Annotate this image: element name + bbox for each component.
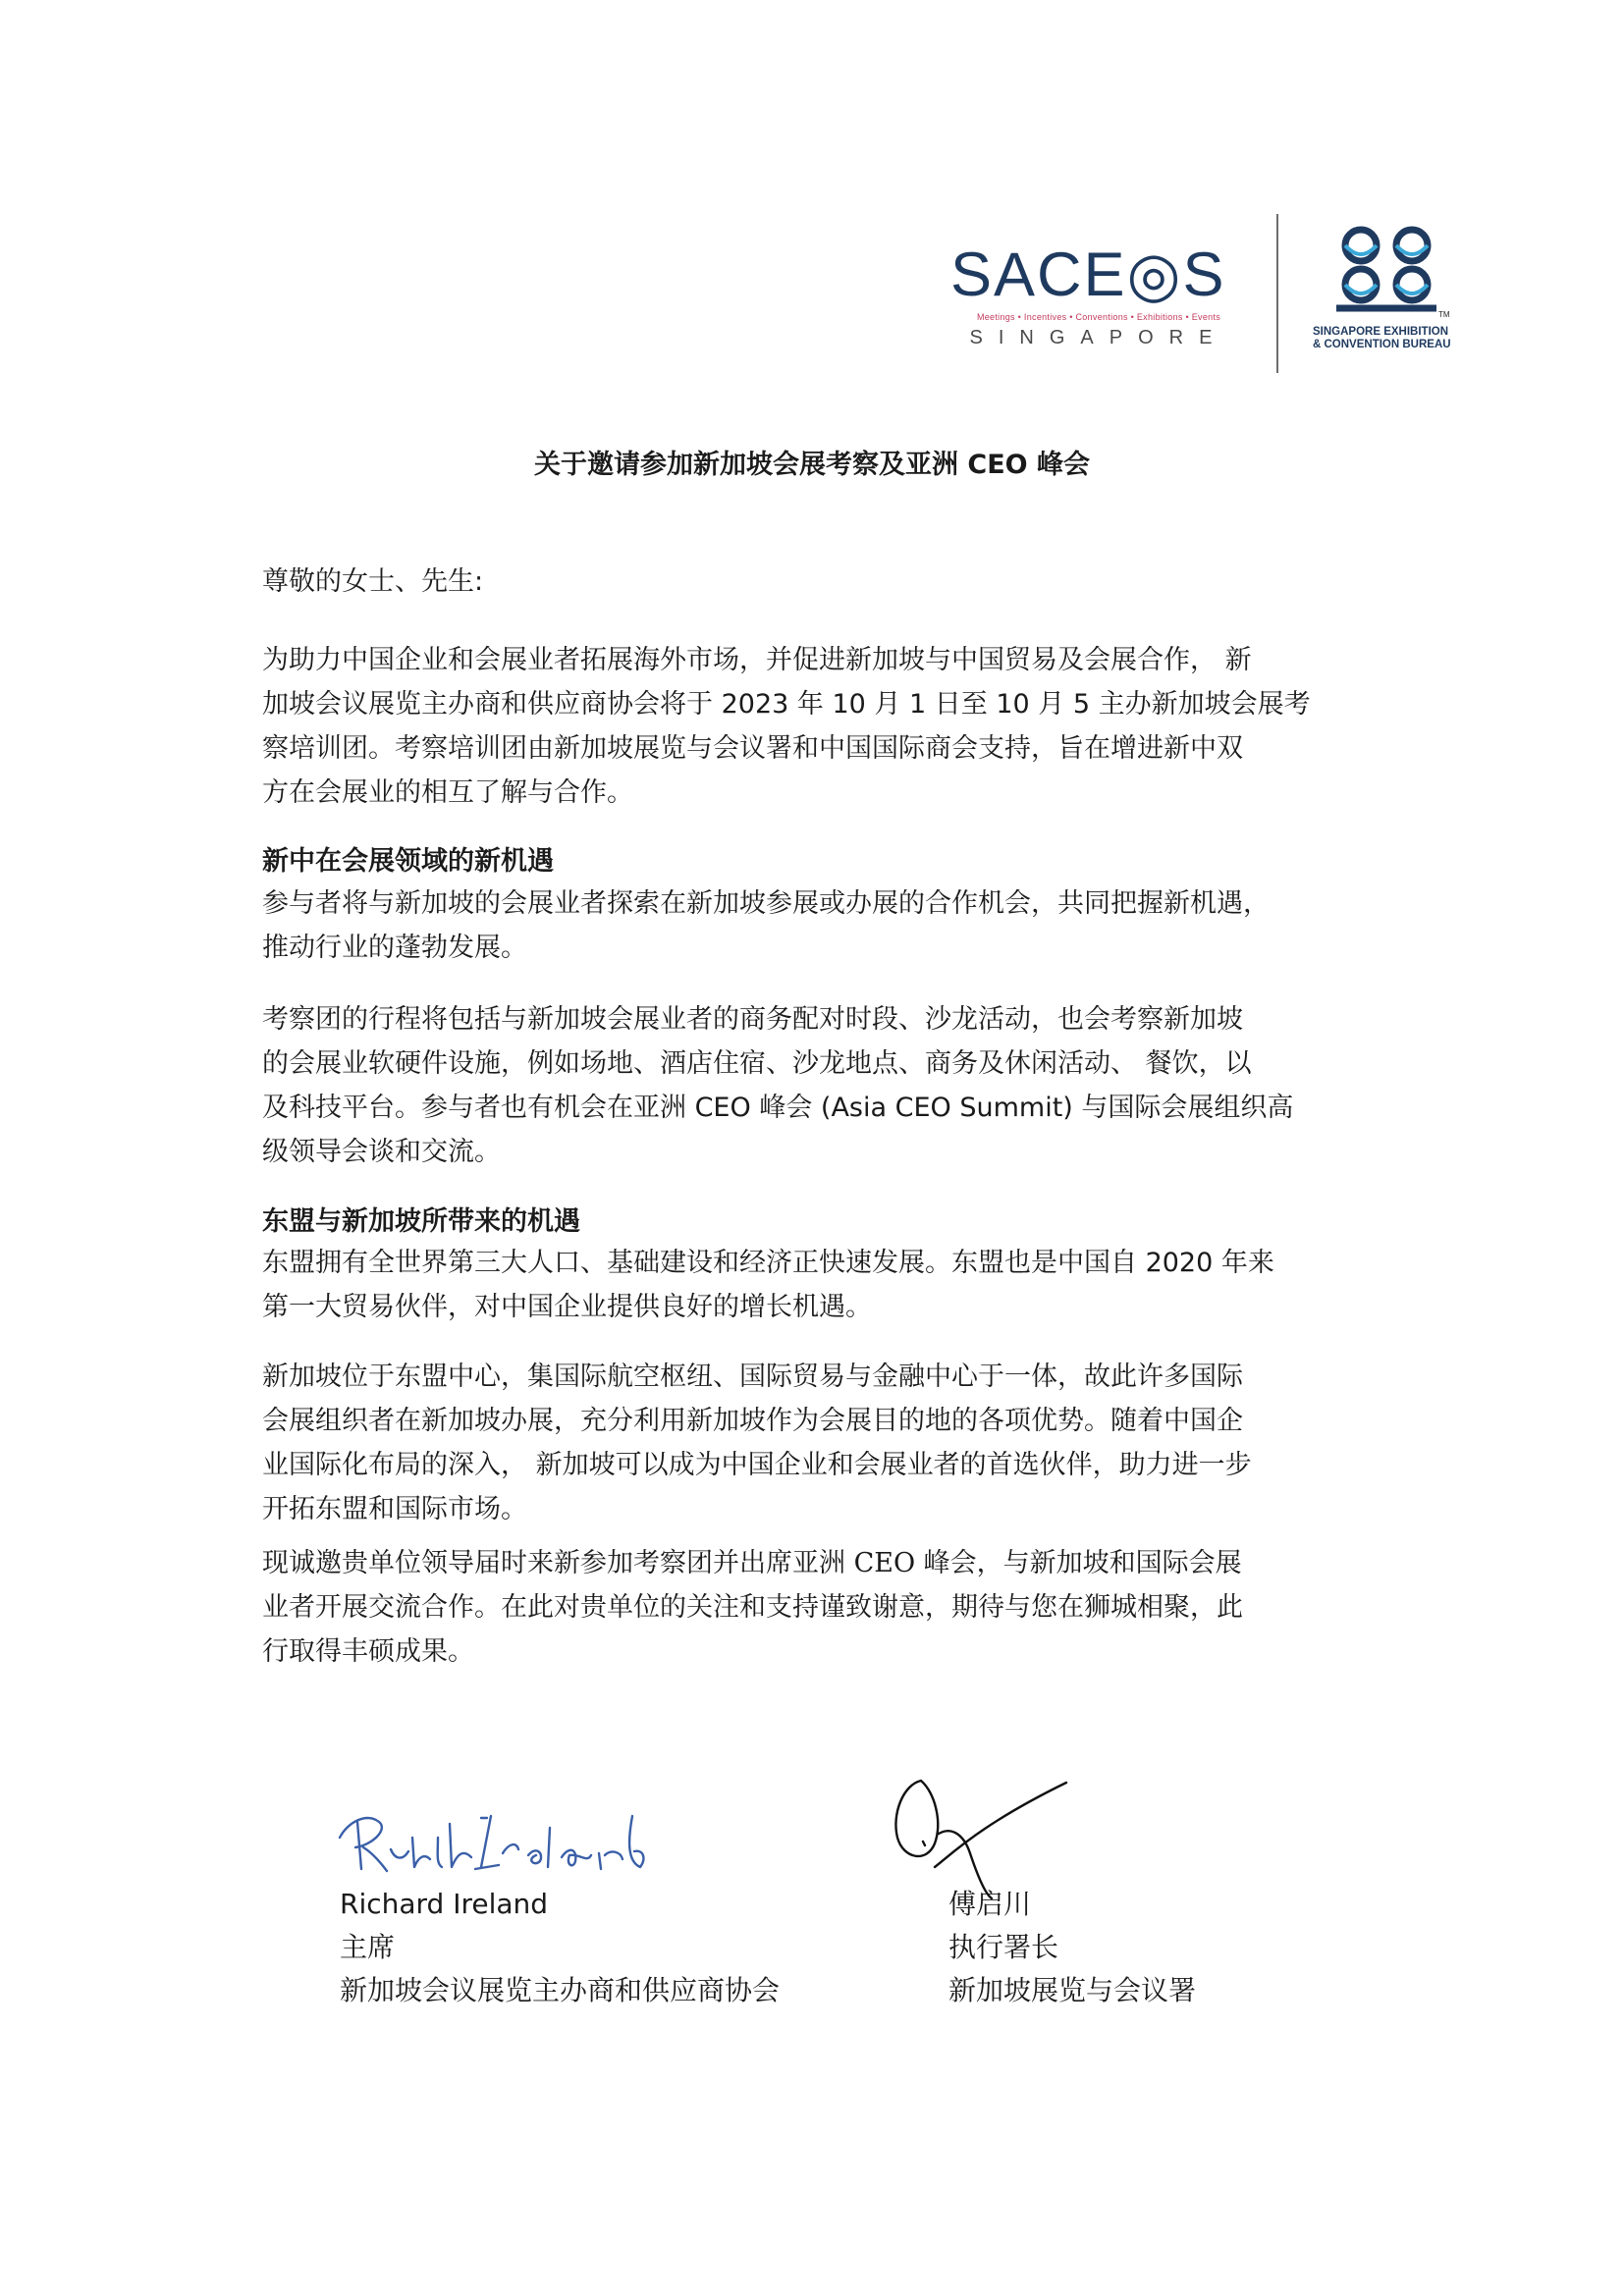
saceos-tagline: Meetings • Incentives • Conventions • Exhibitions • Events: [976, 312, 1221, 322]
logo-divider: [1276, 214, 1278, 373]
section2-paragraph1: [262, 1241, 1367, 1329]
intro-line: 方在会展业的相互了解与合作。: [262, 777, 633, 808]
signatory-name: Richard Ireland: [340, 1888, 549, 1920]
paragraph-line: 考察团的行程将包括与新加坡会展业者的商务配对时段、沙龙活动，也会考察新加坡: [262, 1004, 1243, 1035]
paragraph-line: 的会展业软硬件设施，例如场地、酒店住宿、沙龙地点、商务及休闲活动、 餐饮，以: [262, 1048, 1252, 1079]
signatory-title: 主席: [340, 1931, 396, 1963]
signatory-org: 新加坡展览与会议署: [948, 1974, 1197, 2006]
closing-paragraph: [262, 1541, 1367, 1674]
salutation: 尊敬的女士、先生:: [262, 566, 484, 597]
secb-name-line2: & CONVENTION BUREAU: [1313, 339, 1451, 350]
paragraph-line: 推动行业的蓬勃发展。: [262, 933, 527, 963]
paragraph-line: 现诚邀贵单位领导届时来新参加考察团并出席亚洲 CEO 峰会，与新加坡和国际会展: [262, 1548, 1242, 1578]
signature-richard-ireland: [334, 1798, 677, 1887]
section1-paragraph1: [262, 881, 1367, 970]
saceos-wordmark: SACE◎S: [950, 240, 1226, 309]
saceos-logo: [950, 236, 1247, 353]
paragraph-line: 第一大贸易伙伴，对中国企业提供良好的增长机遇。: [262, 1292, 872, 1322]
paragraph-line: 及科技平台。参与者也有机会在亚洲 CEO 峰会 (Asia CEO Summit) 与国际会展组织高: [262, 1093, 1294, 1123]
paragraph-line: 会展组织者在新加坡办展，充分利用新加坡作为会展目的地的各项优势。随着中国企: [262, 1406, 1243, 1436]
paragraph-line: 业国际化布局的深入， 新加坡可以成为中国企业和会展业者的首选伙伴，助力进一步: [262, 1450, 1252, 1480]
paragraph-line: 东盟拥有全世界第三大人口、基础建设和经济正快速发展。东盟也是中国自 2020 年来: [262, 1248, 1274, 1278]
section2-paragraph2: [262, 1355, 1367, 1531]
signatory-title: 执行署长: [948, 1931, 1059, 1963]
secb-trademark: TM: [1438, 310, 1450, 319]
document-title: 关于邀请参加新加坡会展考察及亚洲 CEO 峰会: [533, 450, 1090, 480]
saceos-country: SINGAPORE: [969, 327, 1228, 348]
paragraph-line: 开拓东盟和国际市场。: [262, 1494, 527, 1524]
paragraph-line: 行取得丰硕成果。: [262, 1636, 474, 1667]
secb-name: [1313, 326, 1470, 351]
section-heading-asean: 东盟与新加坡所带来的机遇: [262, 1206, 580, 1237]
intro-line: 加坡会议展览主办商和供应商协会将于 2023 年 10 月 1 日至 10 月 5 主办新加坡会展考: [262, 689, 1311, 720]
intro-line: 察培训团。考察培训团由新加坡展览与会议署和中国国际商会支持，旨在增进新中双: [262, 733, 1243, 764]
signatory-secb: [948, 1883, 1196, 2012]
secb-name-line1: SINGAPORE EXHIBITION: [1313, 326, 1449, 338]
paragraph-line: 新加坡位于东盟中心，集国际航空枢纽、国际贸易与金融中心于一体，故此许多国际: [262, 1362, 1243, 1392]
signatory-name: 傅启川: [948, 1888, 1032, 1920]
paragraph-line: 业者开展交流合作。在此对贵单位的关注和支持谨致谢意，期待与您在狮城相聚，此: [262, 1592, 1243, 1623]
signatory-org: 新加坡会议展览主办商和供应商协会: [340, 1974, 781, 2006]
section-heading-opportunities: 新中在会展领域的新机遇: [262, 846, 554, 877]
signatory-saceos: [340, 1883, 780, 2012]
paragraph-line: 级领导会谈和交流。: [262, 1137, 501, 1167]
paragraph-line: 参与者将与新加坡的会展业者探索在新加坡参展或办展的合作机会，共同把握新机遇，: [262, 888, 1270, 919]
secb-logo: [1313, 224, 1460, 361]
secb-logo-icon: [1334, 224, 1438, 318]
intro-line: 为助力中国企业和会展业者拓展海外市场，并促进新加坡与中国贸易及会展合作， 新: [262, 645, 1252, 675]
intro-paragraph: [262, 638, 1367, 815]
section1-paragraph2: [262, 997, 1367, 1174]
